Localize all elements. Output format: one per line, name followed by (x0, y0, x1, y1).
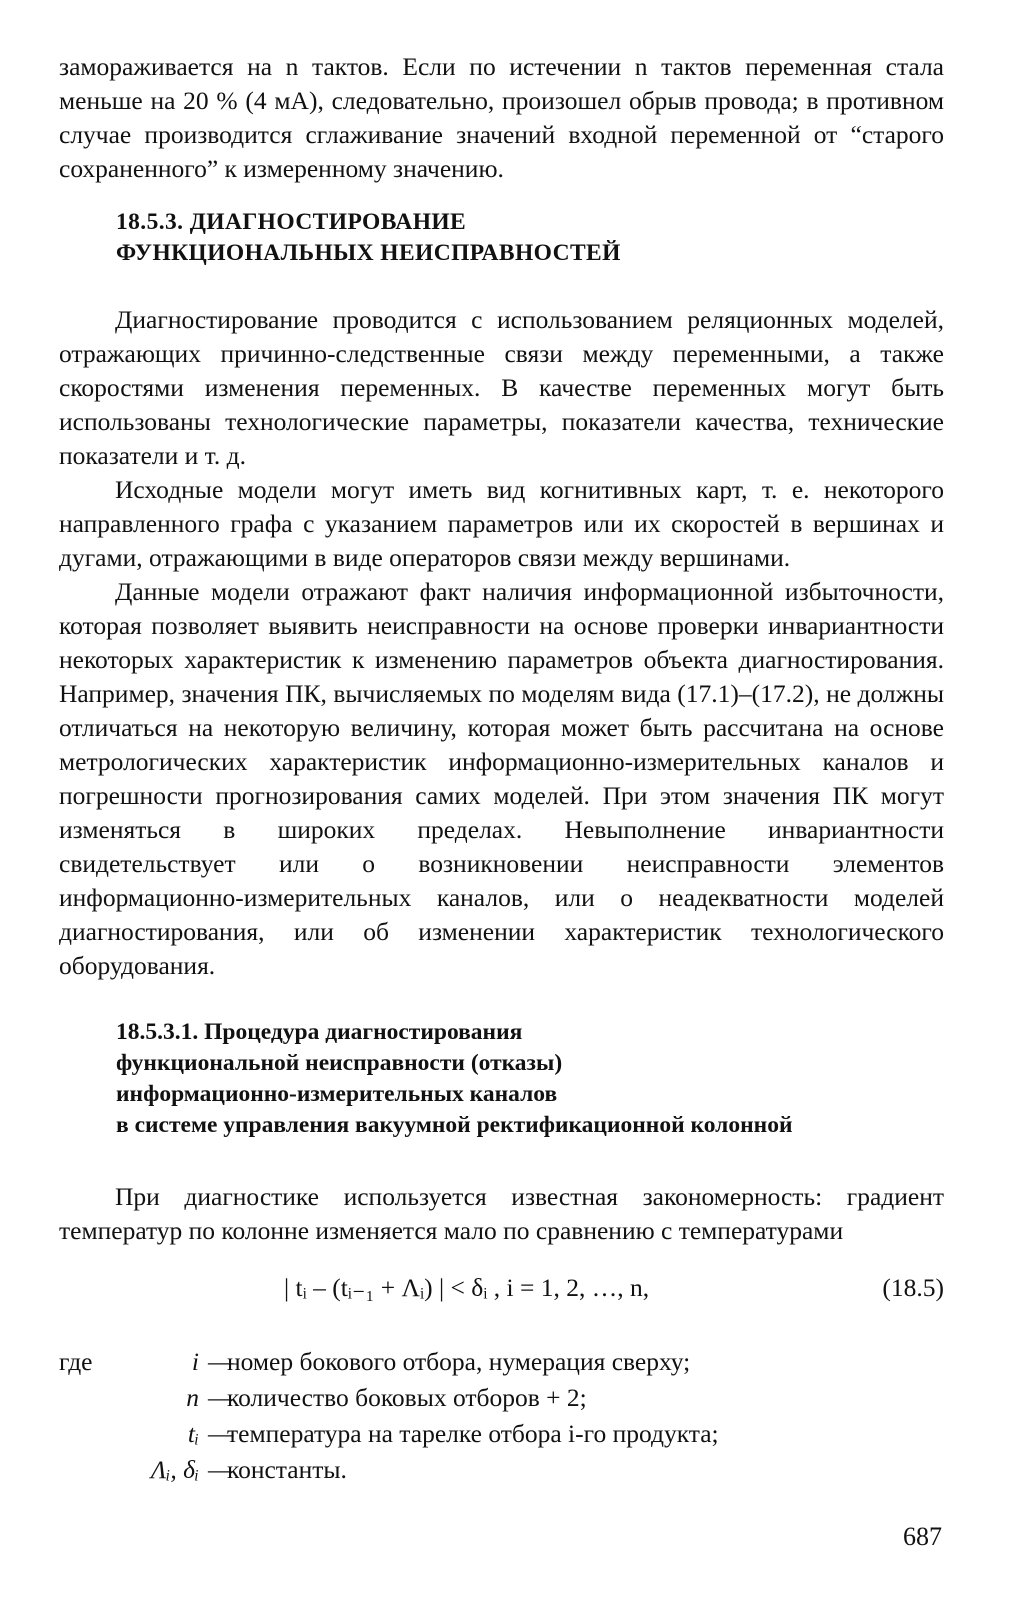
intro-paragraph-block (59, 50, 944, 186)
subsection-heading-line3: информационно-измерительных каналов (116, 1081, 558, 1107)
subsection-heading-line1: 18.5.3.1. Процедура диагностирования (116, 1019, 523, 1045)
section-heading (116, 207, 621, 269)
where-description: температура на тарелке отбора i-го продукта; (227, 1419, 719, 1448)
where-row (59, 1416, 944, 1452)
where-description: константы. (227, 1455, 347, 1484)
subsection-heading-line2: функциональной неисправности (отказы) (116, 1050, 563, 1076)
where-dash: — (208, 1419, 234, 1448)
where-symbol: Λᵢ, δᵢ (150, 1455, 199, 1484)
where-symbol: i (191, 1347, 199, 1376)
where-dash: — (208, 1383, 234, 1412)
section-heading-line1: 18.5.3. ДИАГНОСТИРОВАНИЕ (116, 209, 467, 235)
page-number: 687 (903, 1522, 942, 1551)
where-dash: — (208, 1347, 234, 1376)
where-legend (59, 1344, 944, 1488)
paragraph-3: Данные модели отражают факт наличия информационной избыточности, которая позволяет выявить неисправности на основе проверки инвариантности некоторых характеристик к изменению параметров объекта диагностирования. Например, значения ПК, вычисляемых по моделям вида (17.1)–(17.2), не должны отличаться на некоторую величину, которая может быть рассчитана на основе метрологических характеристик информационно-измерительных каналов и погрешности прогнозирования самих моделей. При этом значения ПК могут изменяться в широких пределах. Невыполнение инвариантности свидетельствует или о возникновении неисправности элементов информационно-измерительных каналов, или о неадекватности моделей диагностирования, или об изменении характеристик технологического оборудования. (59, 577, 944, 980)
section-heading-line2: ФУНКЦИОНАЛЬНЫХ НЕИСПРАВНОСТЕЙ (116, 240, 621, 266)
formula-expression: | tᵢ – (tᵢ₋₁ + Λᵢ) | < δᵢ , i = 1, 2, …, n, (284, 1273, 650, 1302)
where-row (59, 1344, 944, 1380)
where-symbol: n (186, 1383, 199, 1412)
paragraph-1: Диагностирование проводится с использованием реляционных моделей, отражающих причинно-следственные связи между переменными, а также скоростями изменения переменных. В качестве переменных могут быть использованы технологические параметры, показатели качества, технические показатели и т. д. (59, 305, 944, 470)
intro-paragraph: замораживается на n тактов. Если по истечении n тактов переменная стала меньше на 20 % (4 мА), следовательно, произошел обрыв провода; в противном случае производится сглаживание значений входной переменной от “старого сохраненного” к измеренному значению. (59, 52, 944, 183)
paragraph-2: Исходные модели могут иметь вид когнитивных карт, т. е. некоторого направленного графа с указанием параметров или их скоростей в вершинах и дугами, отражающими в виде операторов связи между вершинами. (59, 475, 944, 572)
subsection-heading-line4: в системе управления вакуумной ректификационной колонной (116, 1112, 793, 1138)
subsection-heading (116, 1017, 793, 1141)
where-description: номер бокового отбора, нумерация сверху; (227, 1347, 691, 1376)
where-row (59, 1380, 944, 1416)
where-row (59, 1452, 944, 1488)
where-description: количество боковых отборов + 2; (227, 1383, 587, 1412)
where-symbol: tᵢ (187, 1419, 199, 1448)
main-text-block (59, 303, 944, 983)
formula-number: (18.5) (882, 1273, 944, 1302)
where-dash: — (208, 1455, 234, 1484)
paragraph-4-block (59, 1180, 944, 1248)
paragraph-4: При диагностике используется известная закономерность: градиент температур по колонне изменяется мало по сравнению с температурами (59, 1182, 944, 1245)
formula-18-5 (59, 1268, 944, 1308)
where-label: где (59, 1347, 93, 1376)
